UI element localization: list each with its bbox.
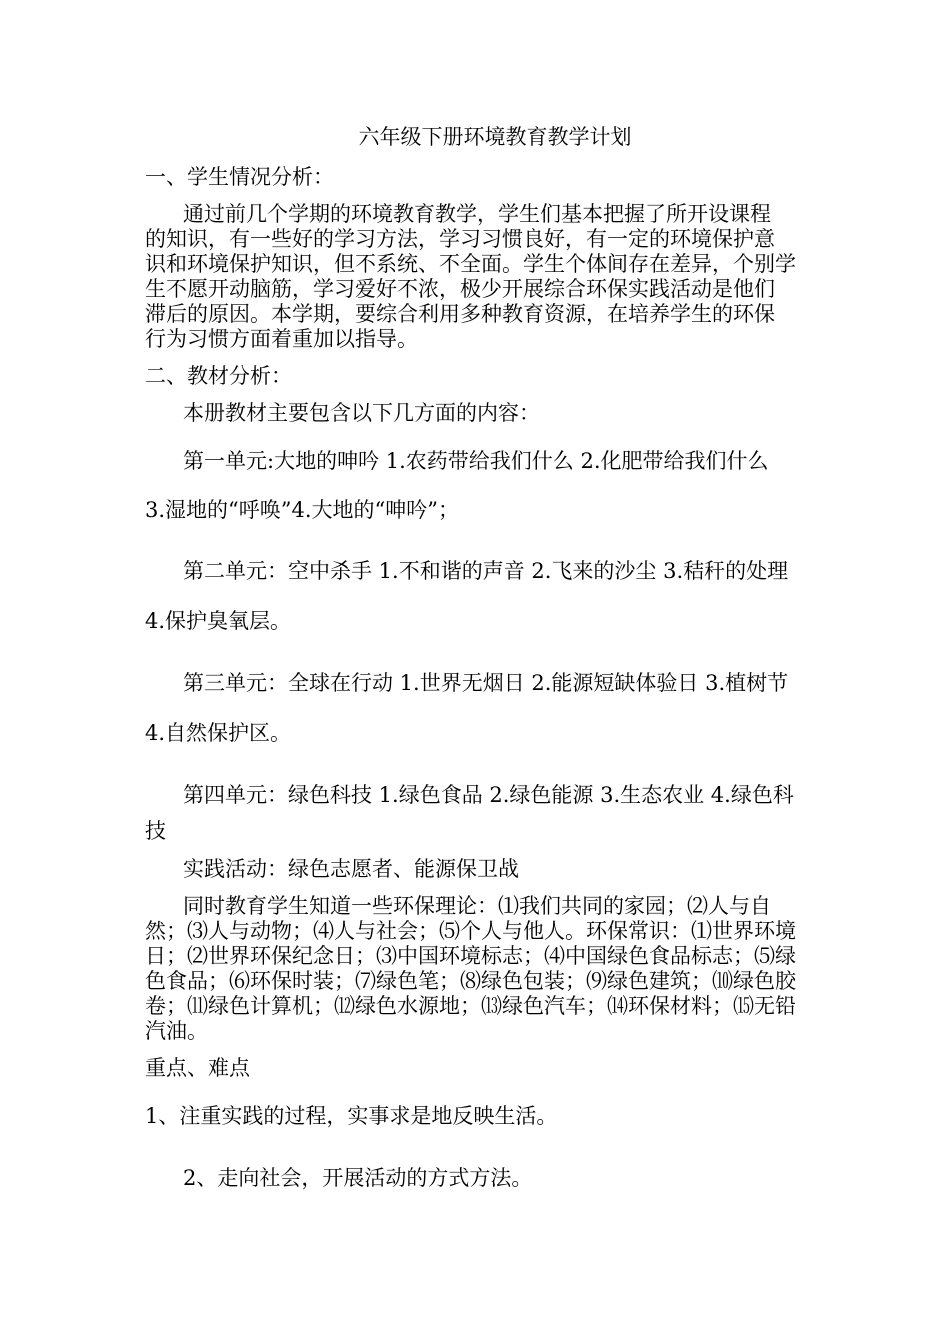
unit2-line1: 第二单元：空中杀手 1.不和谐的声音 2.飞来的沙尘 3.秸秆的处理 [183,559,789,583]
key-point-2: 2、走向社会，开展活动的方式方法。 [183,1166,533,1190]
section1-line: 生不愿开动脑筋，学习爱好不浓，极少开展综合环保实践活动是他们 [145,277,775,301]
unit1-line1: 第一单元:大地的呻吟 1.农药带给我们什么 2.化肥带给我们什么 [183,449,769,473]
section1-line: 滞后的原因。本学期，要综合利用多种教育资源，在培养学生的环保 [145,302,775,326]
section2-intro: 本册教材主要包含以下几方面的内容： [183,401,540,425]
section1-line: 的知识，有一些好的学习方法，学习习惯良好，有一定的环境保护意 [145,227,775,251]
theory-line: 日；⑵世界环保纪念日；⑶中国环境标志；⑷中国绿色食品标志；⑸绿 [145,944,796,968]
theory-line: 汽油。 [145,1019,208,1043]
unit3-line2: 4.自然保护区。 [145,721,292,745]
section1-line: 行为习惯方面着重加以指导。 [145,327,418,351]
unit4-line1: 第四单元：绿色科技 1.绿色食品 2.绿色能源 3.生态农业 4.绿色科 [183,783,794,807]
section2-heading: 二、教材分析： [145,364,292,388]
theory-line: 同时教育学生知道一些环保理论：⑴我们共同的家园；⑵人与自 [183,894,771,918]
theory-line: 色食品；⑹环保时装；⑺绿色笔；⑻绿色包装；⑼绿色建筑；⑽绿色胶 [145,969,796,993]
unit2-line2: 4.保护臭氧层。 [145,609,292,633]
unit3-line1: 第三单元：全球在行动 1.世界无烟日 2.能源短缺体验日 3.植树节 [183,671,789,695]
theory-line: 卷；⑾绿色计算机；⑿绿色水源地；⒀绿色汽车；⒁环保材料；⒂无铅 [145,994,796,1018]
section1-line: 识和环境保护知识，但不系统、不全面。学生个体间存在差异，个别学 [145,252,796,276]
section1-line: 通过前几个学期的环境教育教学，学生们基本把握了所开设课程 [183,202,771,226]
section1-heading: 一、学生情况分析： [145,165,334,189]
practice-activity: 实践活动：绿色志愿者、能源保卫战 [183,857,519,881]
theory-line: 然；⑶人与动物；⑷人与社会；⑸个人与他人。环保常识：⑴世界环境 [145,919,796,943]
unit4-line2: 技 [145,819,166,843]
key-heading: 重点、难点 [145,1056,250,1080]
document-title: 六年级下册环境教育教学计划 [358,125,632,149]
unit1-line2: 3.湿地的“呼唤”4.大地的“呻吟”； [145,498,460,522]
key-point-1: 1、注重实践的过程，实事求是地反映生活。 [145,1104,558,1128]
